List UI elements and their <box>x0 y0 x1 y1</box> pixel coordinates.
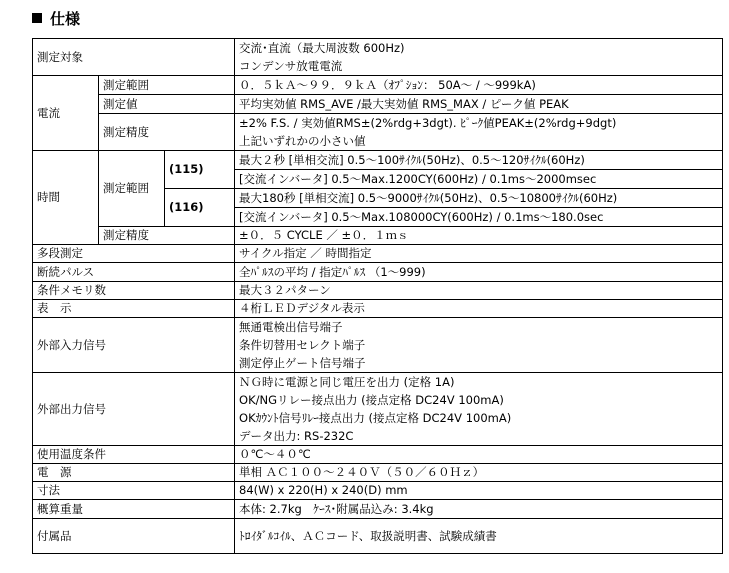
value-dims: 84(W) x 220(H) x 240(D) mm <box>235 482 723 500</box>
value-memory: 最大３２パターン <box>235 282 723 300</box>
row-time-115 <box>33 151 723 189</box>
value-current-measured: 平均実効値 RMS_AVE /最大実効値 RMS_MAX / ピーク値 PEAK <box>235 95 723 114</box>
spec-table <box>32 38 723 554</box>
value-ext-in: 無通電検出信号端子 条件切替用セレクト端子 測定停止ゲート信号端子 <box>235 318 723 373</box>
row-ext-in <box>33 318 723 373</box>
label-measure-target: 測定対象 <box>33 39 235 76</box>
value-time-116: 最大180秒 [単相交流] 0.5～9000ｻｲｸﾙ(50Hz)、0.5～10800ｻｲｸﾙ(60Hz) [交流インバータ] 0.5～Max.108000CY(600Hz) / 0.1ms～180.0sec <box>235 189 723 227</box>
value-time-115: 最大２秒 [単相交流] 0.5～100ｻｲｸﾙ(50Hz)、0.5～120ｻｲｸﾙ(60Hz) [交流インバータ] 0.5～Max.1200CY(600Hz) / 0.1ms～2000msec <box>235 151 723 189</box>
value-temp: ０℃～４０℃ <box>235 446 723 464</box>
row-power <box>33 464 723 482</box>
row-memory <box>33 282 723 300</box>
label-ext-in: 外部入力信号 <box>33 318 235 373</box>
label-current-measured: 測定値 <box>99 95 235 114</box>
label-current-range: 測定範囲 <box>99 76 235 95</box>
label-pulse: 断続パルス <box>33 263 235 282</box>
row-current-accuracy <box>33 114 723 151</box>
value-accessories: ﾄﾛｲﾀﾞﾙｺｲﾙ、ＡＣコード、取扱説明書、試験成績書 <box>235 519 723 554</box>
label-time-accuracy: 測定精度 <box>99 227 235 245</box>
value-display: ４桁ＬＥＤデジタル表示 <box>235 300 723 318</box>
label-weight: 概算重量 <box>33 500 235 519</box>
value-ext-out: ＮＧ時に電源と同じ電圧を出力 (定格 1A) OK/NGリレー接点出力 (接点定格 DC24V 100mA) OKｶｳﾝﾄ信号ﾘﾚｰ接点出力 (接点定格 DC24V 100mA) データ出力: RS-232C <box>235 373 723 446</box>
label-model-115: (115) <box>165 151 235 189</box>
label-multi: 多段測定 <box>33 245 235 263</box>
row-measure-target <box>33 39 723 76</box>
label-accessories: 付属品 <box>33 519 235 554</box>
value-power: 単相 ＡＣ１００～２４０Ｖ（５０／６０Ｈｚ） <box>235 464 723 482</box>
row-weight <box>33 500 723 519</box>
label-ext-out: 外部出力信号 <box>33 373 235 446</box>
value-current-range: ０．５ｋＡ～９９．９ｋＡ（ｵﾌﾟｼｮﾝ： 50A～ / ～999kA) <box>235 76 723 95</box>
value-measure-target: 交流･直流（最大周波数 600Hz) コンデンサ放電電流 <box>235 39 723 76</box>
label-model-116: (116) <box>165 189 235 227</box>
label-time-range: 測定範囲 <box>99 151 165 227</box>
row-ext-out <box>33 373 723 446</box>
value-time-accuracy: ±０．５ CYCLE ／ ±０．１ｍｓ <box>235 227 723 245</box>
row-accessories <box>33 519 723 554</box>
value-pulse: 全ﾊﾟﾙｽの平均 / 指定ﾊﾟﾙｽ （1～999) <box>235 263 723 282</box>
value-weight: 本体: 2.7kg ｹｰｽ･附属品込み: 3.4kg <box>235 500 723 519</box>
row-current-range <box>33 76 723 95</box>
row-time-accuracy <box>33 227 723 245</box>
row-dims <box>33 482 723 500</box>
heading-text: 仕様 <box>50 9 81 28</box>
label-power: 電 源 <box>33 464 235 482</box>
label-current-accuracy: 測定精度 <box>99 114 235 151</box>
row-multi <box>33 245 723 263</box>
row-pulse <box>33 263 723 282</box>
label-temp: 使用温度条件 <box>33 446 235 464</box>
row-current-measured <box>33 95 723 114</box>
row-temp <box>33 446 723 464</box>
label-current: 電流 <box>33 76 99 151</box>
label-memory: 条件メモリ数 <box>33 282 235 300</box>
label-dims: 寸法 <box>33 482 235 500</box>
square-bullet-icon <box>32 13 42 23</box>
value-current-accuracy: ±2% F.S. / 実効値RMS±(2%rdg+3dgt). ﾋﾟｰｸ値PEAK±(2%rdg+9dgt) 上記いずれかの小さい値 <box>235 114 723 151</box>
value-multi: サイクル指定 ／ 時間指定 <box>235 245 723 263</box>
row-display <box>33 300 723 318</box>
section-heading <box>32 4 80 32</box>
label-time: 時間 <box>33 151 99 245</box>
label-display: 表 示 <box>33 300 235 318</box>
